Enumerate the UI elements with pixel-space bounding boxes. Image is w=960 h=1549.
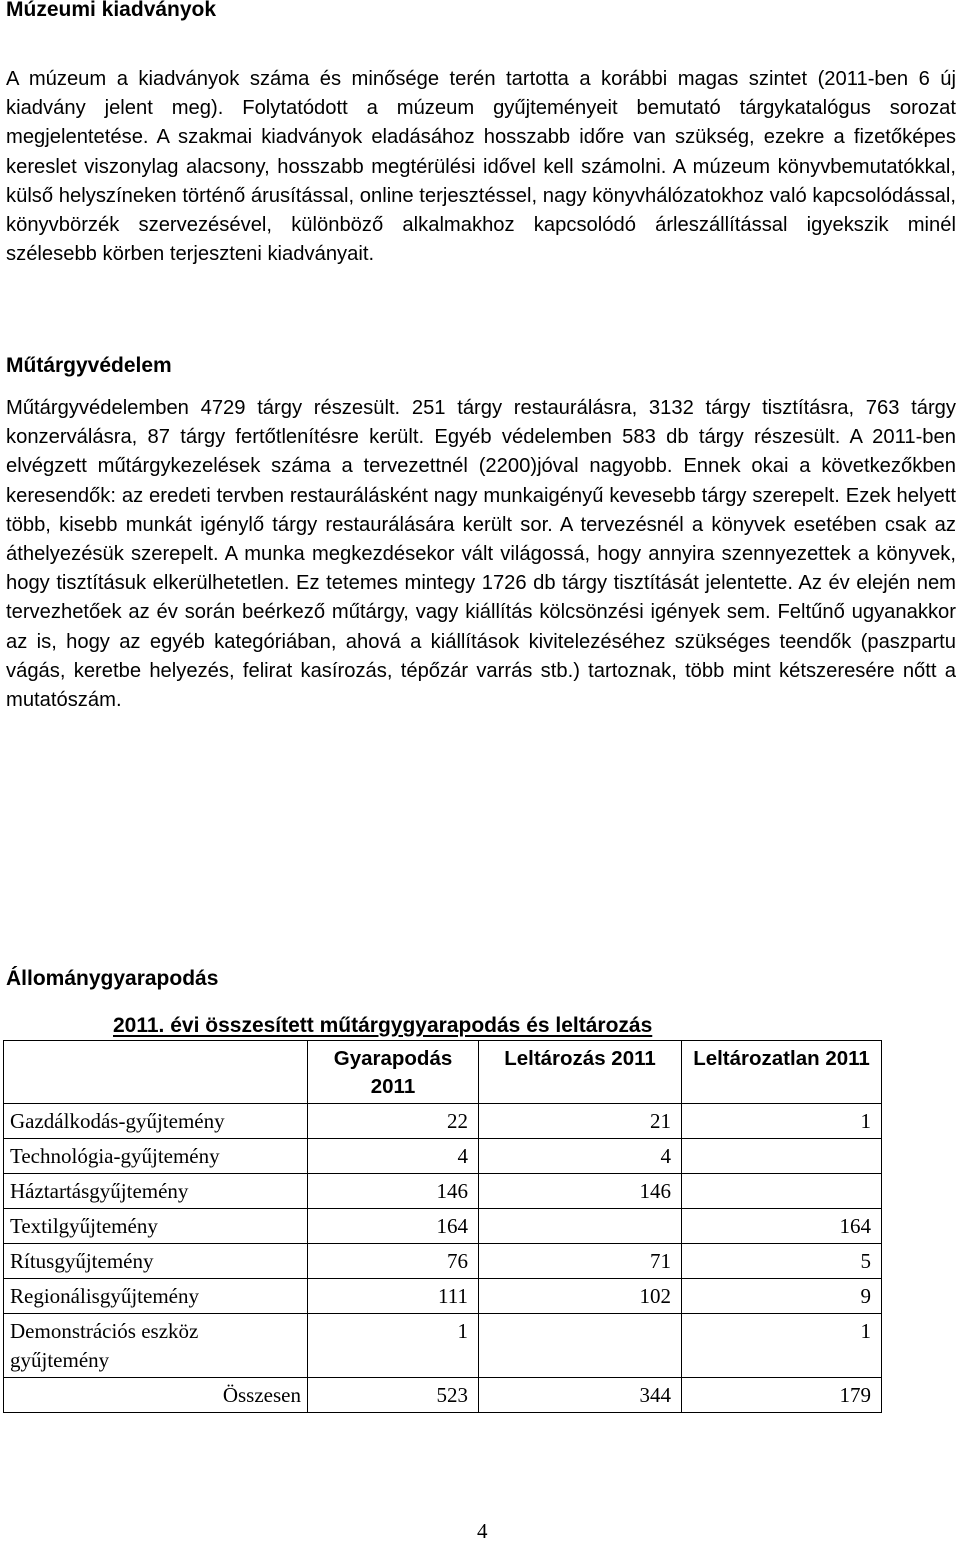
table-total-row: [4, 1378, 882, 1413]
cell-gyarapodas: 164: [308, 1209, 479, 1244]
cell-gyarapodas: 111: [308, 1279, 479, 1314]
total-gyarapodas: 523: [308, 1378, 479, 1413]
table-row: [4, 1174, 882, 1209]
cell-leltarozas: 71: [479, 1244, 682, 1279]
row-label: Háztartásgyűjtemény: [4, 1174, 308, 1209]
table-row: [4, 1139, 882, 1174]
header-empty: [4, 1041, 308, 1104]
cell-leltarozas: 4: [479, 1139, 682, 1174]
table-row: [4, 1209, 882, 1244]
cell-leltarozatlan: 5: [682, 1244, 882, 1279]
row-label: Regionálisgyűjtemény: [4, 1279, 308, 1314]
total-leltarozatlan: 179: [682, 1378, 882, 1413]
section-title-mutargyvedelem: Műtárgyvédelem: [6, 354, 172, 377]
cell-leltarozas: [479, 1209, 682, 1244]
cell-leltarozas: 146: [479, 1174, 682, 1209]
header-leltarozatlan: Leltározatlan 2011: [682, 1041, 882, 1104]
row-label: Gazdálkodás-gyűjtemény: [4, 1104, 308, 1139]
table-row: [4, 1279, 882, 1314]
page-number: 4: [477, 1519, 488, 1543]
header-gyarapodas: Gyarapodás 2011: [308, 1041, 479, 1104]
cell-leltarozatlan: 1: [682, 1314, 882, 1378]
cell-leltarozatlan: 164: [682, 1209, 882, 1244]
cell-leltarozatlan: 1: [682, 1104, 882, 1139]
acquisition-table: [3, 1040, 882, 1413]
table-header-row: [4, 1041, 882, 1104]
row-label: Technológia-gyűjtemény: [4, 1139, 308, 1174]
paragraph-mutargyvedelem: Műtárgyvédelemben 4729 tárgy részesült. 251 tárgy restaurálásra, 3132 tárgy tisztításra, 763 tárgy konzerválásra, 87 tárgy fertőtlenítésre került. Egyéb védelemben 583 db tárgy részesült. A 2011-ben elvégzett műtárgykezelések száma a tervezettnél (2200)jóval nagyobb. Ennek okai a következőkben keresendők: az eredeti tervben restaurálásként nagy munkaigényű kevesebb tárgy szerepelt. Ezek helyett több, kisebb munkát igénylő tárgy restaurálására került sor. A tervezésnél a könyvek esetében csak az áthelyezésük szerepelt. A munka megkezdésekor vált világossá, hogy annyira szennyezettek a könyvek, hogy tisztításuk elkerülhetetlen. Ez tetemes mintegy 1726 db tárgy tisztítását jelentette. Az év elején nem tervezhetőek az év során beérkező műtárgy, vagy kiállítás kölcsönzési igények sem. Feltűnő ugyanakkor az is, hogy az egyéb kategóriában, ahová a kiállítások kivitelezéséhez szükséges teendők (paszpartu vágás, keretbe helyezés, felirat kasírozás, tépőzár varrás stb.) tartoznak, több mint kétszeresére nőtt a mutatószám.: [6, 397, 956, 712]
paragraph-kiadvanyok: A múzeum a kiadványok száma és minősége terén tartotta a korábbi magas szintet (2011-ben 6 új kiadvány jelent meg). Folytatódott a múzeum gyűjteményeit bemutató tárgykatalógus sorozat megjelentetése. A szakmai kiadványok eladásához hosszabb időre van szükség, ezekre a fizetőképes kereslet viszonylag alacsony, hosszabb megtérülési idővel kell számolni. A múzeum könyvbemutatókkal, külső helyszíneken történő árusítással, online terjesztéssel, nagy könyvhálózatokhoz való kapcsolódással, könyvbörzék szervezésével, különböző alkalmakhoz kapcsolódó árleszállítással igyekszik minél szélesebb körben terjeszteni kiadványait.: [6, 68, 956, 266]
table-row: [4, 1104, 882, 1139]
section-title-allomanygyarapodas: Állománygyarapodás: [6, 967, 219, 990]
cell-gyarapodas: 76: [308, 1244, 479, 1279]
total-leltarozas: 344: [479, 1378, 682, 1413]
cell-gyarapodas: 1: [308, 1314, 479, 1378]
cell-leltarozatlan: [682, 1139, 882, 1174]
cell-leltarozas: [479, 1314, 682, 1378]
section-title-kiadvanyok: Múzeumi kiadványok: [6, 0, 217, 21]
cell-gyarapodas: 4: [308, 1139, 479, 1174]
row-label: Demonstrációs eszköz gyűjtemény: [4, 1314, 308, 1378]
cell-leltarozas: 21: [479, 1104, 682, 1139]
table-row: [4, 1314, 882, 1378]
cell-leltarozas: 102: [479, 1279, 682, 1314]
cell-gyarapodas: 22: [308, 1104, 479, 1139]
cell-leltarozatlan: [682, 1174, 882, 1209]
table-caption: 2011. évi összesített műtárgygyarapodás és leltározás: [113, 1014, 653, 1037]
header-leltarozas: Leltározás 2011: [479, 1041, 682, 1104]
cell-gyarapodas: 146: [308, 1174, 479, 1209]
cell-leltarozatlan: 9: [682, 1279, 882, 1314]
row-label: Rítusgyűjtemény: [4, 1244, 308, 1279]
total-label: Összesen: [4, 1378, 308, 1413]
table-row: [4, 1244, 882, 1279]
row-label: Textilgyűjtemény: [4, 1209, 308, 1244]
